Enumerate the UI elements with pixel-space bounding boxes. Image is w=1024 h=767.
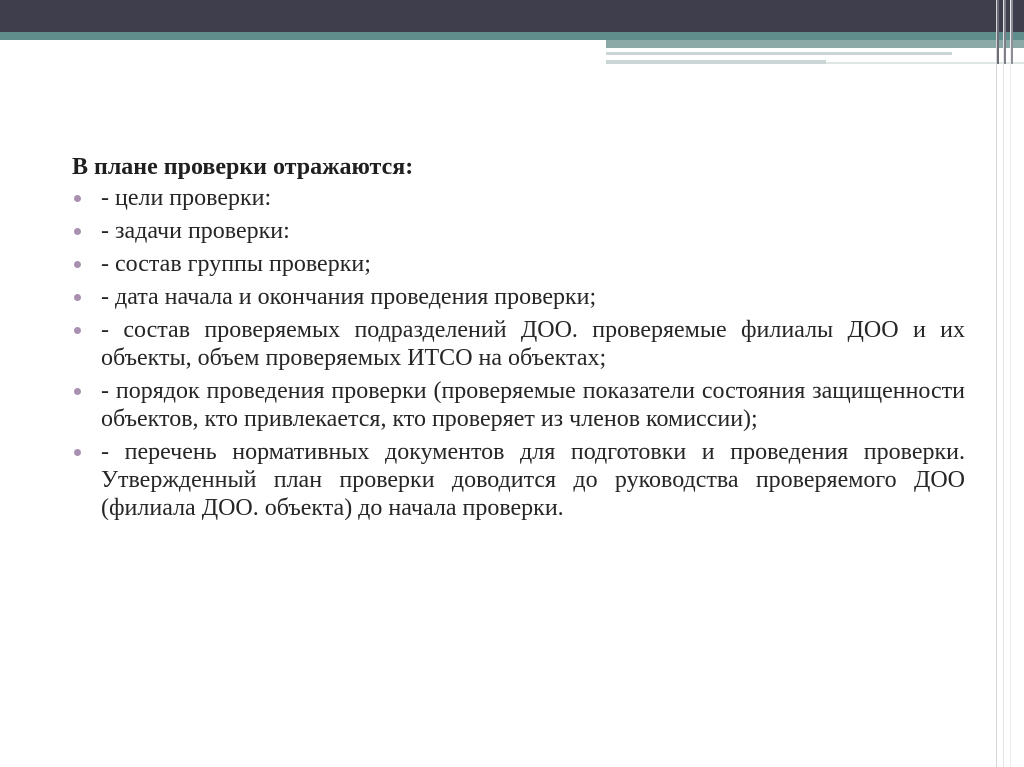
header-accent-bar-right [606, 40, 1024, 48]
list-item-text: - цели проверки: [101, 185, 272, 211]
bullet-dot-icon [74, 195, 81, 202]
bullet-dot-icon [74, 294, 81, 301]
list-item [72, 377, 965, 433]
list-item-text: - состав проверяемых подразделений ДОО. проверяемые филиалы ДОО и их объекты, объем проверяемых ИТСО на объектах; [101, 317, 965, 371]
list-item-text: - перечень нормативных документов для подготовки и проведения проверки. Утвержденный план проверки доводится до руководства проверяемого ДОО (филиала ДОО. объекта) до начала проверки. [101, 439, 965, 521]
bullet-dot-icon [74, 449, 81, 456]
bullet-dot-icon [74, 388, 81, 395]
list-item-text: - состав группы проверки; [101, 251, 371, 277]
list-item-text: - дата начала и окончания проведения проверки; [101, 284, 597, 310]
list-item [72, 283, 965, 311]
page-fold-line [996, 0, 997, 767]
list-item [72, 316, 965, 372]
list-item [72, 438, 965, 522]
bullet-dot-icon [74, 327, 81, 334]
header-thin-line [826, 62, 1024, 64]
page-fold-line [1010, 0, 1011, 767]
bullet-dot-icon [74, 228, 81, 235]
header-accent-bar [0, 32, 1024, 40]
list-item-text: - порядок проведения проверки (проверяемые показатели состояния защищенности объектов, кто привлекается, кто проверяет из членов комиссии); [101, 378, 965, 432]
page-fold-line [1003, 0, 1004, 767]
header-thin-line [606, 52, 952, 55]
list-item [72, 184, 965, 212]
bullet-list [72, 184, 965, 522]
slide-heading: В плане проверки отражаются: [72, 154, 414, 180]
slide-content [72, 152, 965, 527]
header-bar [0, 0, 1024, 32]
list-item [72, 250, 965, 278]
header-thin-line [606, 60, 826, 64]
list-item [72, 217, 965, 245]
list-item-text: - задачи проверки: [101, 218, 290, 244]
bullet-dot-icon [74, 261, 81, 268]
